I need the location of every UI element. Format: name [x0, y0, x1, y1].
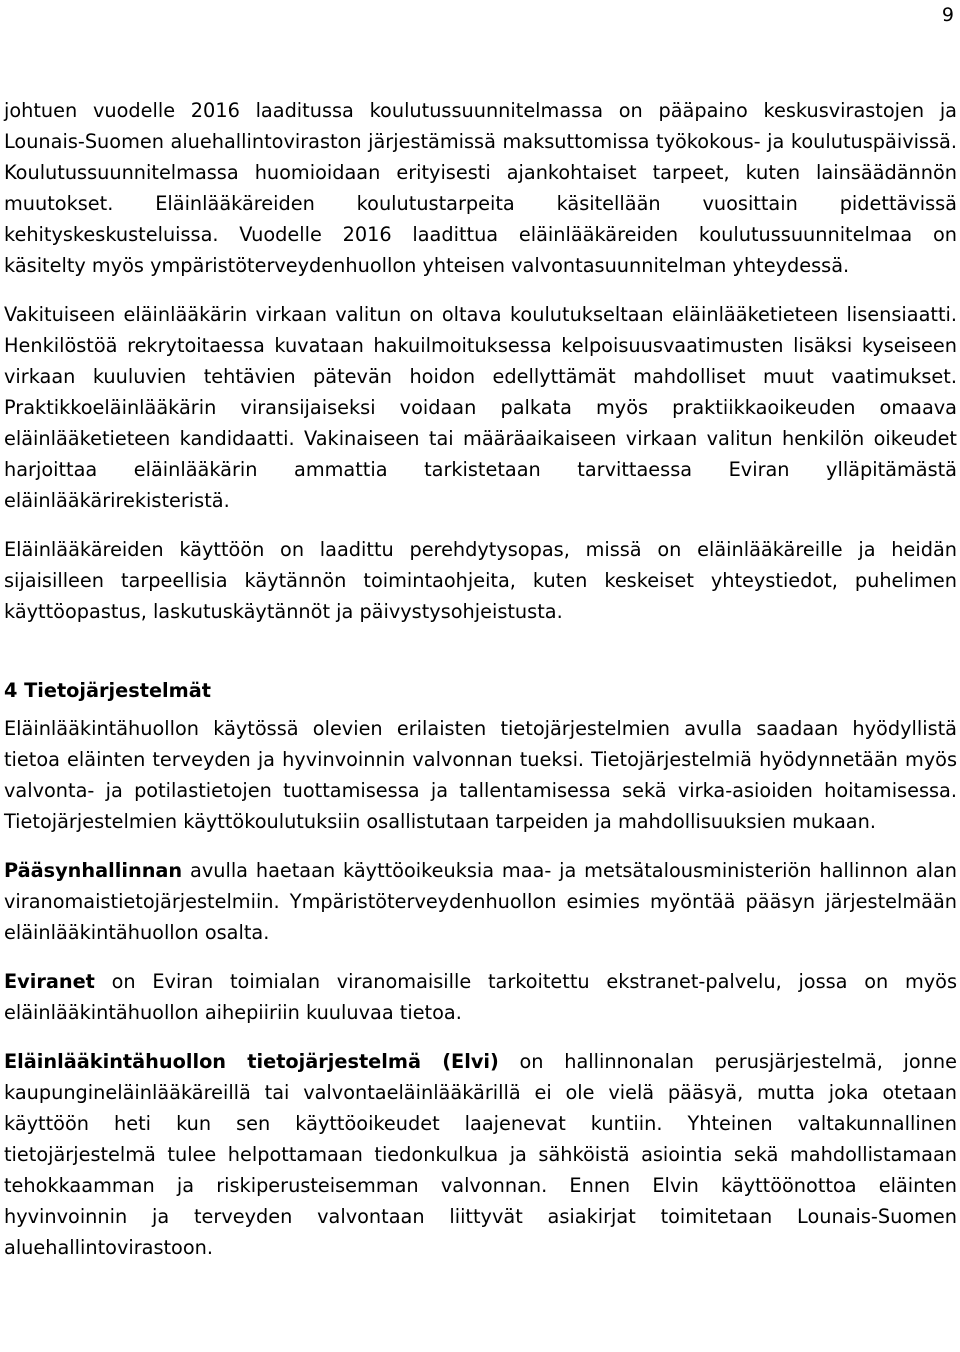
paragraph-eviranet: [4, 966, 957, 1028]
paragraph-elvi-text: on hallinnonalan perusjärjestelmä, jonne kaupungineläinlääkäreillä tai valvontaeläinlääkärillä ei ole vielä pääsyä, mutta joka otetaan käyttöön heti kun sen käyttöoikeudet laajenevat kuntiin. Yhteinen valtakunnallinen tietojärjestelmä tulee helpottamaan tiedonkulkua ja sähköistä asiointia sekä mahdollistamaan tehokkaamman ja riskiperusteisemman valvonnan. Ennen Elvin käyttöönottoa eläinten hyvinvoinnin ja terveyden valvontaan liittyvät asiakirjat toimitetaan Lounais-Suomen aluehallintovirastoon.: [4, 1050, 957, 1259]
document-body: [4, 95, 957, 1263]
paragraph-training-plan: johtuen vuodelle 2016 laaditussa koulutussuunnitelmassa on pääpaino keskusvirastojen ja Lounais-Suomen aluehallintoviraston järjestämissä maksuttomissa työkokous- ja koulutuspäivissä. Koulutussuunnitelmassa huomioidaan erityisesti ajankohtaiset tarpeet, kuten lainsäädännön muutokset. Eläinlääkäreiden koulutustarpeita käsitellään vuosittain pidettävissä kehityskeskusteluissa. Vuodelle 2016 laadittua eläinlääkäreiden koulutussuunnitelmaa on käsitelty myös ympäristöterveydenhuollon yhteisen valvontasuunnitelman yhteydessä.: [4, 99, 957, 277]
section-heading: 4 Tietojärjestelmät: [4, 679, 211, 702]
paragraph-access-management: [4, 855, 957, 948]
term-elvi: Eläinlääkintähuollon tietojärjestelmä (Elvi): [4, 1050, 499, 1073]
term-eviranet: Eviranet: [4, 970, 95, 993]
paragraph-qualifications: Vakituiseen eläinlääkärin virkaan valitun on oltava koulutukseltaan eläinlääketieteen lisensiaatti. Henkilöstöä rekrytoitaessa kuvataan hakuilmoituksessa kelpoisuusvaatimusten lisäksi kyseiseen virkaan kuuluvien tehtävien pätevän hoidon edellyttämät mahdolliset muut vaatimukset. Praktikkoeläinlääkärin viransijaiseksi voidaan palkata myös praktiikkaoikeuden omaava eläinlääketieteen kandidaatti. Vakinaiseen tai määräaikaiseen virkaan valitun henkilön oikeudet harjoittaa eläinlääkärin ammattia tarkistetaan tarvittaessa Eviran ylläpitämästä eläinlääkärirekisteristä.: [4, 303, 957, 512]
paragraph-orientation-guide: Eläinlääkäreiden käyttöön on laadittu perehdytysopas, missä on eläinlääkäreille ja heidän sijaisilleen tarpeellisia käytännön toimintaohjeita, kuten keskeiset yhteystiedot, puhelimen käyttöopastus, laskutuskäytännöt ja päivystysohjeistusta.: [4, 538, 957, 623]
paragraph-elvi: [4, 1046, 957, 1263]
page-number: 9: [941, 4, 954, 26]
term-access-management: Pääsynhallinnan: [4, 859, 183, 882]
paragraph-information-systems: Eläinlääkintähuollon käytössä olevien erilaisten tietojärjestelmien avulla saadaan hyödyllistä tietoa eläinten terveyden ja hyvinvoinnin valvonnan tueksi. Tietojärjestelmiä hyödynnetään myös valvonta- ja potilastietojen tuottamisessa ja tallentamisessa sekä virka-asioiden hoitamisessa. Tietojärjestelmien käyttökoulutuksiin osallistutaan tarpeiden ja mahdollisuuksien mukaan.: [4, 717, 957, 833]
paragraph-eviranet-text: on Eviran toimialan viranomaisille tarkoitettu ekstranet-palvelu, jossa on myös eläinlääkintähuollon aihepiiriin kuuluvaa tietoa.: [4, 970, 957, 1024]
paragraph-access-management-text: avulla haetaan käyttöoikeuksia maa- ja metsätalousministeriön hallinnon alan viranomaistietojärjestelmiin. Ympäristöterveydenhuollon esimies myöntää pääsyn järjestelmään eläinlääkintähuollon osalta.: [4, 859, 957, 944]
